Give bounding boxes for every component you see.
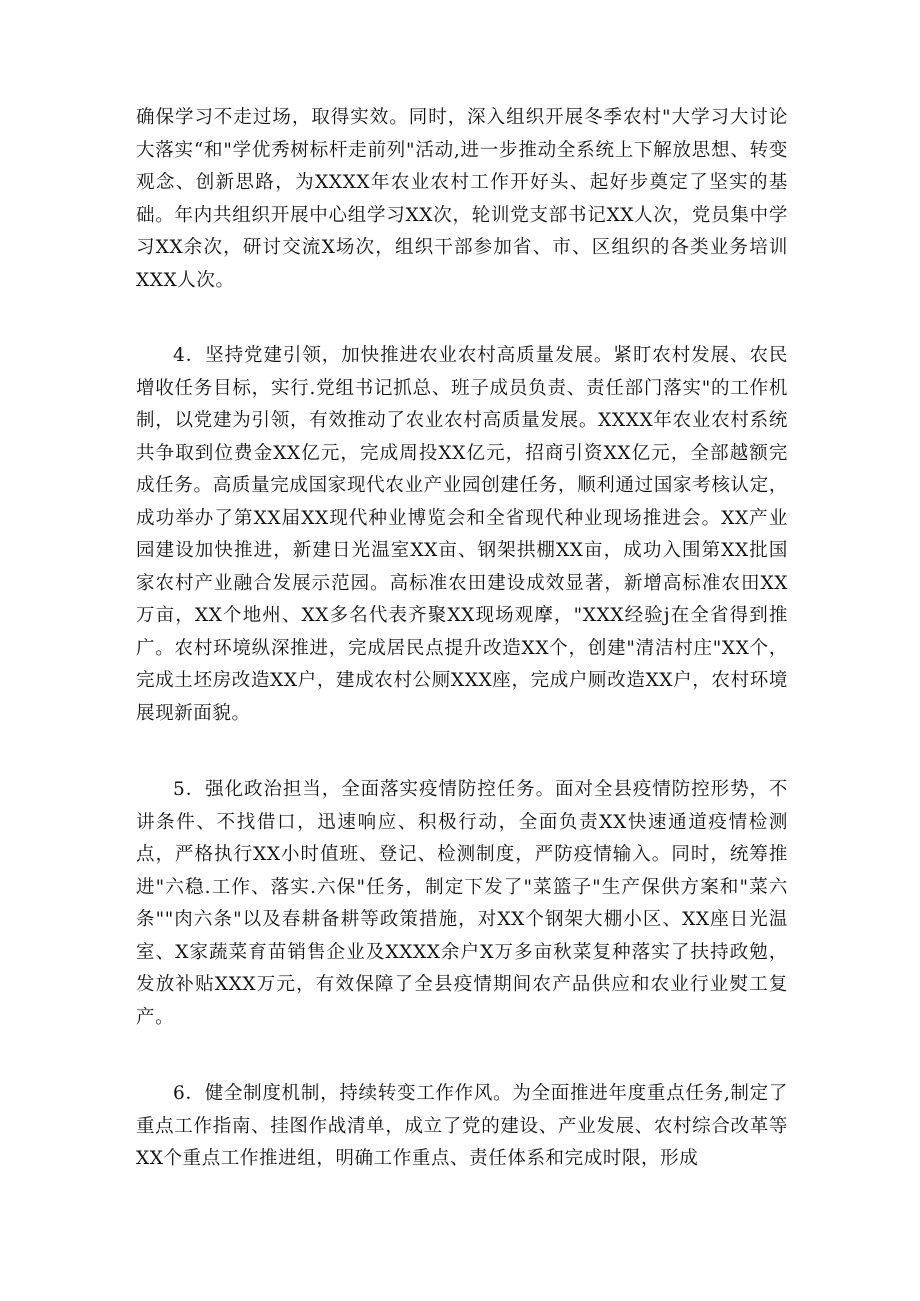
paragraph-institutional-mechanisms: 6．健全制度机制，持续转变工作作风。为全面推进年度重点任务,制定了重点工作指南、挂图作战清单，成立了党的建设、产业发展、农村综合改革等XX个重点工作推进组，明确工作重点、责任体系和完成时限，形成 — [136, 1083, 788, 1169]
paragraph-party-building-agriculture: 4．坚持党建引领，加快推进农业农村高质量发展。紧盯农村发展、农民增收任务目标，实行.党组书记抓总、班子成员负责、责任部门落实"的工作机制，以党建为引领，有效推动了农业农村高质量发展。XXXX年农业农村系统共争取到位费金XX亿元，完成周投XX亿元，招商引资XX亿元，全部越额完成任务。高质量完成国家现代农业产业园创建任务，顺利通过国家考核认定，成功举办了第XX届XX现代种业博览会和全省现代种业现场推进会。XX产业园建设加快推进，新建日光温室XX亩、钢架拱棚XX亩，成功入围第XX批国家农村产业融合发展示范园。高标准农田建设成效显著，新增高标准农田XX万亩，XX个地州、XX多名代表齐聚XX现场观摩，"XXX经验j在全省得到推广。农村环境纵深推进，完成居民点提升改造XX个，创建"清洁村庄"XX个，完成土坯房改造XX户，建成农村公厕XXX座，完成户厕改造XX户，农村环境展现新面貌。 — [136, 345, 788, 724]
document-body — [136, 102, 788, 1176]
paragraph-study-activities: 确保学习不走过场，取得实效。同时，深入组织开展冬季农村"大学习大讨论大落实“和"学优秀树标杆走前列"活动,进一步推动全系统上下解放思想、转变观念、创新思路，为XXXX年农业农村工作开好头、起好步奠定了坚实的基础。年内共组织开展中心组学习XX次，轮训党支部书记XX人次，党员集中学习XX余次，研讨交流X场次，组织干部参加省、市、区组织的各类业务培训XXX人次。 — [136, 107, 788, 291]
paragraph-epidemic-prevention: 5．强化政治担当，全面落实疫情防控任务。面对全县疫情防控形势，不讲条件、不找借口，迅速响应、积极行动，全面负责XX快速通道疫情检测点，严格执行XX小时值班、登记、检测制度，严防疫情输入。同时，统筹推进"六稳.工作、落实.六保"任务，制定下发了"菜篮子"生产保供方案和"菜六条""肉六条"以及春耕备耕等政策措施，对XX个钢架大棚小区、XX座日光温室、X家蔬菜育苗销售企业及XXXX余户X万多亩秋菜复种落实了扶持政勉，发放补贴XXX万元，有效保障了全县疫情期间农产品供应和农业行业熨工复产。 — [136, 779, 788, 1028]
